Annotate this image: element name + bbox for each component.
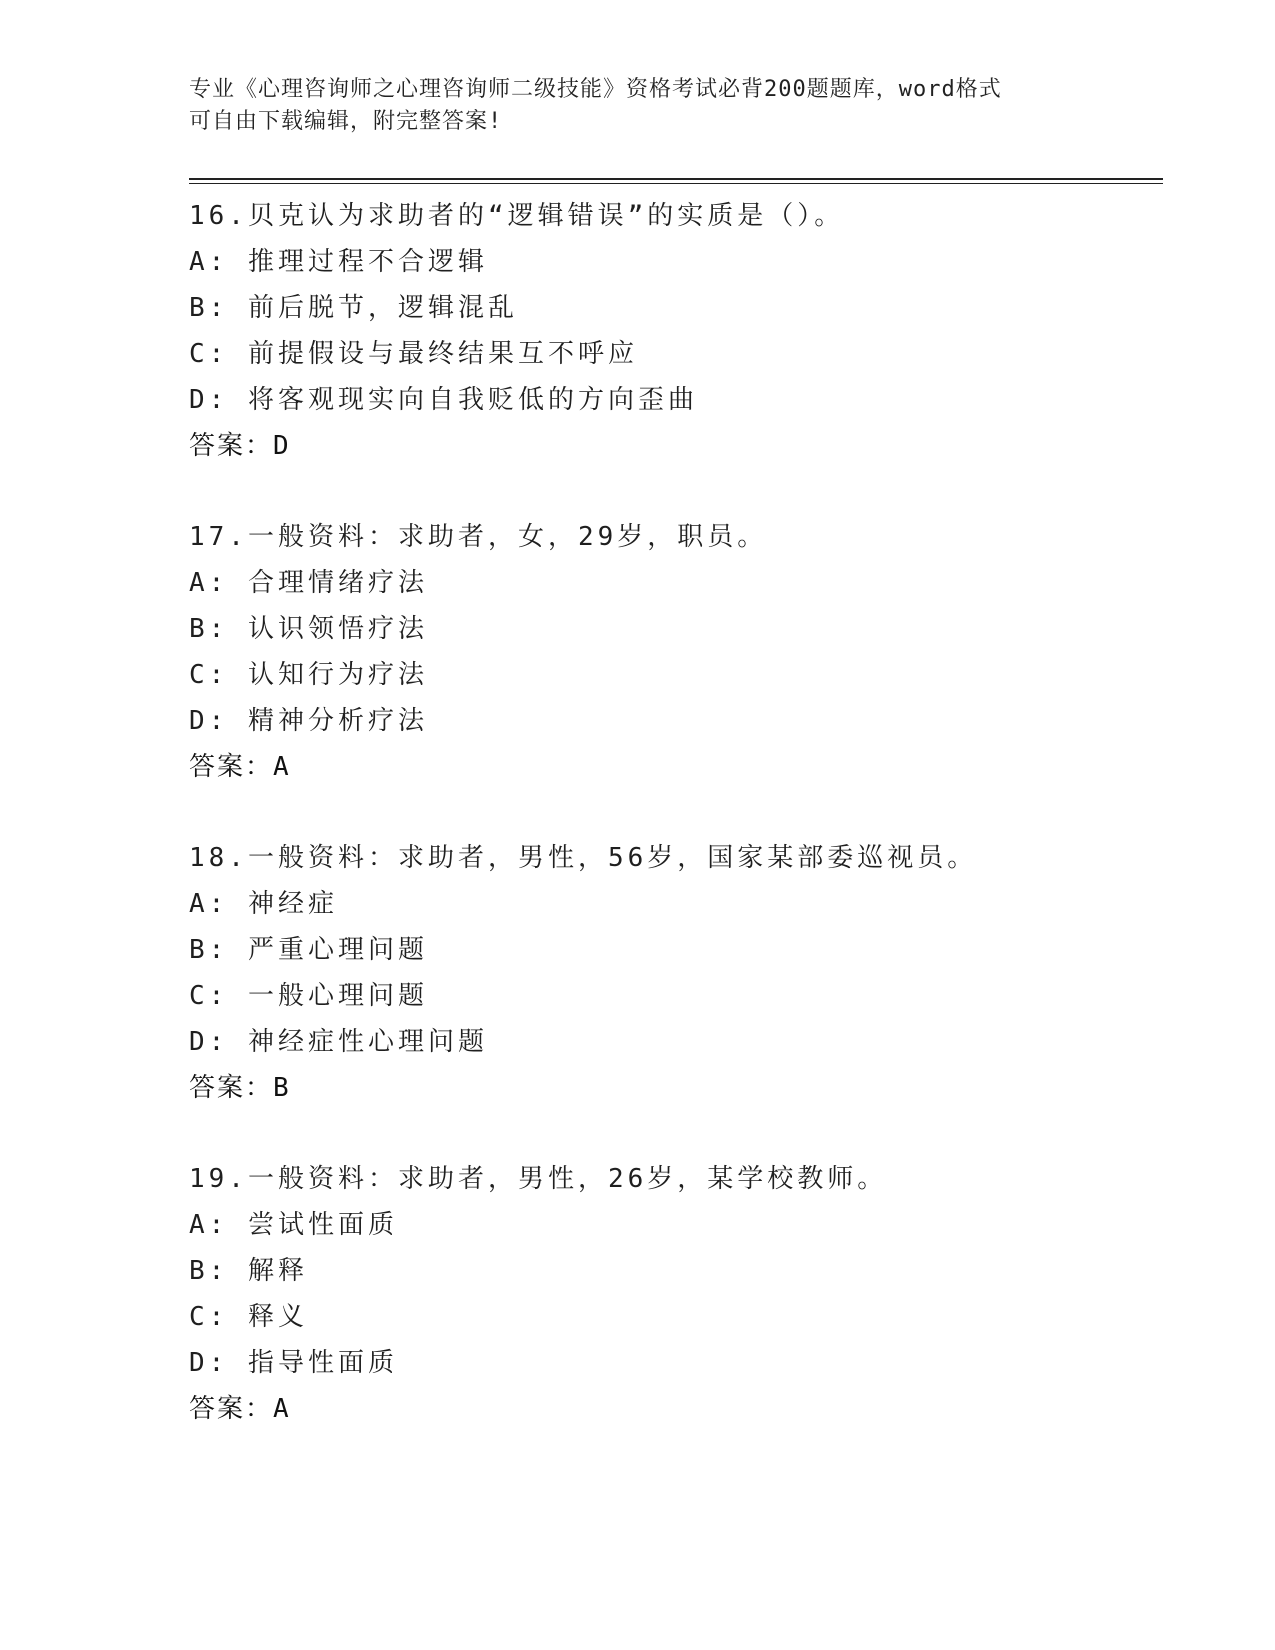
option-d: D: 精神分析疗法 — [189, 706, 428, 736]
answer-value: A — [273, 752, 291, 782]
option-a: A: 推理过程不合逻辑 — [189, 247, 488, 277]
question-stem: 18.一般资料：求助者，男性，56岁，国家某部委巡视员。 — [189, 843, 978, 873]
option-b: B: 严重心理问题 — [189, 935, 428, 965]
answer-label: 答案： — [189, 431, 274, 461]
document-header — [189, 74, 1089, 138]
header-divider-thin — [189, 183, 1163, 184]
option-c: C: 前提假设与最终结果互不呼应 — [189, 339, 638, 369]
answer-value: A — [273, 1394, 291, 1424]
question-stem: 19.一般资料：求助者，男性，26岁，某学校教师。 — [189, 1164, 888, 1194]
option-d: D: 指导性面质 — [189, 1348, 398, 1378]
question-block-17 — [189, 514, 1169, 790]
option-b: B: 认识领悟疗法 — [189, 614, 428, 644]
answer-value: D — [273, 431, 291, 461]
option-b: B: 前后脱节，逻辑混乱 — [189, 293, 518, 323]
option-a: A: 合理情绪疗法 — [189, 568, 428, 598]
answer-line — [189, 1386, 1169, 1432]
question-stem: 16.贝克认为求助者的“逻辑错误”的实质是（）。 — [189, 201, 845, 231]
answer-value: B — [273, 1073, 291, 1103]
header-line-1: 专业《心理咨询师之心理咨询师二级技能》资格考试必背200题题库，word格式 — [189, 77, 1002, 102]
header-divider-thick — [189, 178, 1163, 180]
answer-line — [189, 423, 1169, 469]
question-stem: 17.一般资料：求助者，女，29岁，职员。 — [189, 522, 768, 552]
answer-label: 答案： — [189, 1073, 274, 1103]
option-c: C: 释义 — [189, 1302, 308, 1332]
option-b: B: 解释 — [189, 1256, 308, 1286]
answer-label: 答案： — [189, 752, 274, 782]
question-block-18 — [189, 835, 1169, 1111]
option-d: D: 将客观现实向自我贬低的方向歪曲 — [189, 385, 698, 415]
question-block-19 — [189, 1156, 1169, 1432]
option-a: A: 尝试性面质 — [189, 1210, 398, 1240]
option-c: C: 一般心理问题 — [189, 981, 428, 1011]
answer-line — [189, 744, 1169, 790]
header-line-2: 可自由下载编辑，附完整答案! — [189, 109, 503, 134]
question-block-16 — [189, 193, 1169, 469]
answer-line — [189, 1065, 1169, 1111]
answer-label: 答案： — [189, 1394, 274, 1424]
option-c: C: 认知行为疗法 — [189, 660, 428, 690]
option-a: A: 神经症 — [189, 889, 338, 919]
option-d: D: 神经症性心理问题 — [189, 1027, 488, 1057]
